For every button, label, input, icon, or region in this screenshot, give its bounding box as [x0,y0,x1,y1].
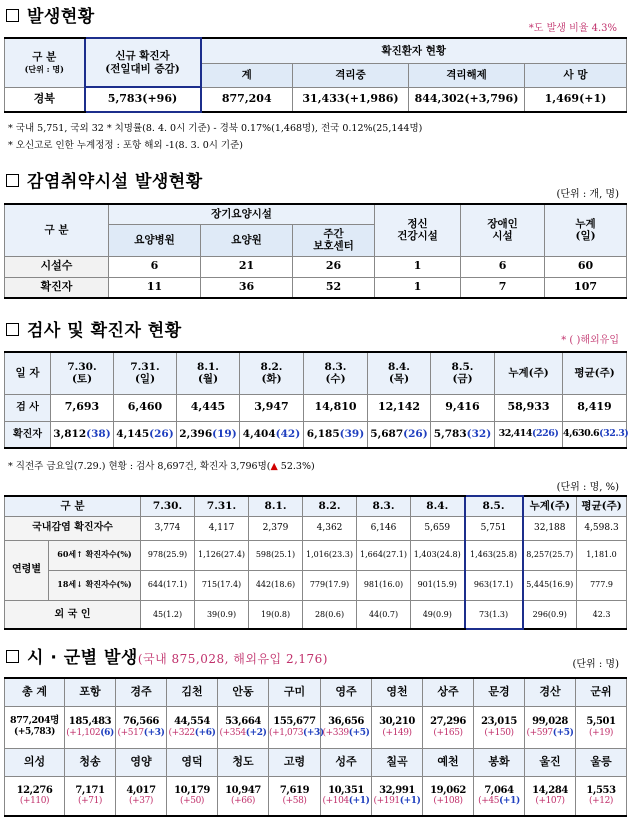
section-title-outbreak: 발생현황 [6,2,95,27]
city-name: 영덕 [167,748,218,776]
city-name: 예천 [423,748,474,776]
city-name: 김천 [167,678,218,706]
city-count: 1,553 (+12) [576,776,627,816]
date-col: 8.1. (월) [177,352,240,394]
city-count: 12,276 (+110) [5,776,65,816]
city-name: 군위 [576,678,627,706]
unit-note-facility: (단위 : 개, 명) [556,189,619,200]
city-name: 봉화 [474,748,525,776]
city-name: 문경 [474,678,525,706]
date-col: 7.31. (일) [114,352,177,394]
domestic-row: 국내감염 확진자수 3,774 4,117 2,379 4,362 6,146 5,659 5,751 32,188 4,598.3 [5,516,627,540]
city-count: 5,501 (+19) [576,706,627,748]
city-name: 상주 [423,678,474,706]
under18-row: 18세↓ 확진자수(%) 644(17.1) 715(17.4) 442(18.6) 779(17.9) 981(16.0) 901(15.9) 963(17.1) 5,445(16.9) 777.9 [5,570,627,600]
outbreak-table [4,37,627,113]
city-count: 185,483 (+1,102(6) [65,706,116,748]
city-count: 7,171 (+71) [65,776,116,816]
city-count: 877,204명 (+5,783) [5,706,65,748]
city-name: 영양 [116,748,167,776]
city-count: 27,296 (+165) [423,706,474,748]
note-fatality: * 국내 5,751, 국외 32 * 치명률(8. 4. 0시 기준) - 경북 0.17%(1,468명), 전국 0.12%(25,144명) [8,123,423,134]
date-col: 8.2. (화) [240,352,304,394]
unit-note-age: (단위 : 명, %) [556,482,619,493]
header-status: 확진환자 현황 [201,38,627,63]
row-region: 경북 [5,87,85,112]
city-count: 10,179 (+50) [167,776,218,816]
confirmed-row: 확진자 3,812(38) 4,145(26) 2,396(19) 4,404(42) 6,185(39) 5,687(26) 5,783(32) 32,414(226) 4,630.6(32.3) [5,421,627,448]
city-table [4,677,627,817]
city-name: 청송 [65,748,116,776]
header-weekly-avg: 평균(주) [563,352,627,394]
cell-death: 1,469(+1) [525,87,627,112]
square-bullet-icon [6,650,19,663]
city-count: 19,062 (+108) [423,776,474,816]
highlight-date: 8.5. [465,496,523,516]
header-death: 사 망 [525,63,627,87]
section-title-city: 시 · 군별 발생(국내 875,028, 해외유입 2,176) [6,643,328,668]
city-count: 99,028 (+597(+5) [525,706,576,748]
city-name: 영천 [372,678,423,706]
header-disability: 장애인 시설 [461,204,545,256]
date-col: 8.5. (금) [431,352,495,394]
age-table: 구 분 7.30. 7.31. 8.1. 8.2. 8.3. 8.4. 8.5. 누계(주) 평균(주) 국내감염 확진자수 3,774 4,117 2,379 4,362 6,146 5,659 5,751 32,188 4,598.3 연령별 60세↑ 확진자수(%) 978(25.9) 1,126(27.4) 598(25.1) 1,016(23.3) 1,664(27.1) 1,403(24.8) 1,463(25.8) 8,257(25.7) 1,181.0 18세↓ 확진자수(%) 644(17.1) 715(17.4) 442(18.6) 779(17.9) 981(16.0) 901(15.9) 963(17.1) 5,445(16.9) 777.9 외 국 인 45(1.2) 39(0.9) 19(0.8) 28(0.6) 44(0.7) 49(0.9) 73(1.3) 296(0.9) 42.3 [4,495,627,630]
city-name: 안동 [218,678,269,706]
city-name: 포항 [65,678,116,706]
city-count: 4,017 (+37) [116,776,167,816]
city-name: 성주 [321,748,372,776]
up-triangle-icon: ▲ [270,461,278,472]
city-name: 울릉 [576,748,627,776]
city-name: 총 계 [5,678,65,706]
header-weekly-cum: 누계(주) [495,352,563,394]
city-name: 울진 [525,748,576,776]
header-hospital: 요양병원 [109,224,201,256]
header-region: 구 분 (단위 : 명) [5,38,85,87]
prev-week-note: * 직전주 금요일(7.29.) 현황 : 검사 8,697건, 확진자 3,796명(▲ 52.3%) [8,461,315,472]
city-count: 14,284 (+107) [525,776,576,816]
square-bullet-icon [6,9,19,22]
cell-released: 844,302(+3,796) [409,87,525,112]
city-name: 청도 [218,748,269,776]
table-row: 확진자 11 36 52 1 7 107 [5,277,627,298]
city-count: 32,991 (+191(+1) [372,776,423,816]
city-subtitle: (국내 875,028, 해외유입 2,176) [137,652,328,666]
foreign-note: * ( )해외유입 [561,335,619,346]
city-name: 의성 [5,748,65,776]
city-name: 칠곡 [372,748,423,776]
header-day-care: 주간 보호센터 [293,224,375,256]
header-date: 일 자 [5,352,51,394]
provincial-rate-note: *도 발생 비율 4.3% [528,23,617,34]
city-count: 76,566 (+517(+3) [116,706,167,748]
header-mental: 정신 건강시설 [375,204,461,256]
city-name: 경산 [525,678,576,706]
over60-row: 연령별 60세↑ 확진자수(%) 978(25.9) 1,126(27.4) 598(25.1) 1,016(23.3) 1,664(27.1) 1,403(24.8) 1,463(25.8) 8,257(25.7) 1,181.0 [5,540,627,570]
section-title-tests: 검사 및 확진자 현황 [6,316,182,341]
cell-total: 877,204 [201,87,293,112]
cell-new: 5,783(+96) [85,87,201,112]
date-col: 8.3. (수) [304,352,368,394]
city-count: 30,210 (+149) [372,706,423,748]
square-bullet-icon [6,174,19,187]
header-isolation: 격리중 [293,63,409,87]
city-name: 영주 [321,678,372,706]
city-count: 7,619 (+58) [269,776,321,816]
header-region: 구 분 [5,496,141,516]
city-count: 10,351 (+104(+1) [321,776,372,816]
header-region: 구 분 [5,204,109,256]
date-col: 8.4. (목) [368,352,431,394]
table-row: 시설수 6 21 26 1 6 60 [5,256,627,277]
header-total: 계 [201,63,293,87]
city-count: 36,656 (+339(+5) [321,706,372,748]
header-cumulative: 누계 (일) [545,204,627,256]
header-new-cases: 신규 확진자 (전일대비 증감) [85,38,201,87]
city-count: 7,064 (+45(+1) [474,776,525,816]
section-title-vulnerable: 감염취약시설 발생현황 [6,167,203,192]
header-ltc: 장기요양시설 [109,204,375,224]
vulnerable-table [4,203,627,299]
city-count: 23,015 (+150) [474,706,525,748]
note-correction: * 오신고로 인한 누계정정 : 포항 해외 -1(8. 3. 0시 기준) [8,140,243,151]
tests-row: 검 사 7,693 6,460 4,445 3,947 14,810 12,142 9,416 58,933 8,419 [5,394,627,421]
tests-table [4,351,627,449]
city-name: 고령 [269,748,321,776]
date-col: 7.30. (토) [51,352,114,394]
city-count: 53,664 (+354(+2) [218,706,269,748]
header-nursing-home: 요양원 [201,224,293,256]
square-bullet-icon [6,323,19,336]
city-name: 경주 [116,678,167,706]
cell-isolation: 31,433(+1,986) [293,87,409,112]
city-count: 155,677 (+1,073(+3) [269,706,321,748]
foreigner-row: 외 국 인 45(1.2) 39(0.9) 19(0.8) 28(0.6) 44(0.7) 49(0.9) 73(1.3) 296(0.9) 42.3 [5,600,627,629]
city-count: 44,554 (+322(+6) [167,706,218,748]
city-count: 10,947 (+66) [218,776,269,816]
city-name: 구미 [269,678,321,706]
age-group-label: 연령별 [5,540,49,600]
unit-note-city: (단위 : 명) [572,659,619,670]
header-released: 격리해제 [409,63,525,87]
